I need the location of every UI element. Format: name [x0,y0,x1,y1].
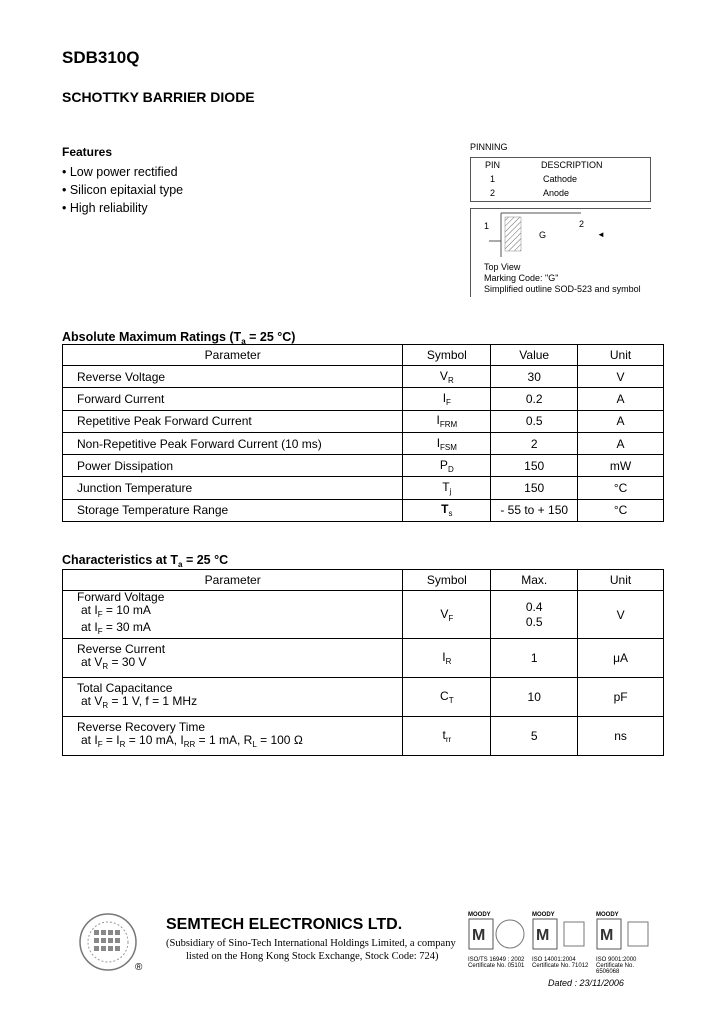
characteristics-table [62,569,664,756]
table-row: Reverse Voltage $V_R$ 30 V [63,366,664,388]
company-logo-icon [78,910,138,974]
column-header: Unit [578,345,664,366]
package-outline-drawing [471,209,651,264]
column-header: Value [491,345,578,366]
table-row: Storage Temperature Range $T_s$ - 55 to + 150 °C [63,499,664,521]
moody-cert-icon [532,918,590,952]
part-number: SDB310Q [62,48,140,67]
table-row: Total Capacitance at $V_R = 1$ V, f = 1 MHz $C_T$ 10 pF [63,678,664,717]
svg-text:M: M [472,927,486,944]
condition-line: at $I_F = 10$ mA [81,603,151,619]
cert-badge: MOODY M ISO 9001:2000 Certificate No. 6506068 [596,912,656,970]
table-row: Power Dissipation $P_D$ 150 mW [63,455,664,477]
svg-text:M: M [536,927,550,944]
moody-cert-icon [468,918,526,952]
cert-badge: MOODY M ISO/TS 16949 : 2002 Certificate No. 05101 [468,912,525,969]
document-subtitle: SCHOTTKY BARRIER DIODE [62,89,255,105]
pin-description: Cathode [543,174,578,184]
table-row: Reverse Recovery Time at $I_F = I_R = 10$ mA, $I_{RR} = 1$ mA, $R_L = 100$ Ω $t_{rr}$ 5 ns [63,717,664,756]
company-listing-note: listed on the Hong Kong Stock Exchange, Stock Code: 724) [186,951,439,962]
moody-cert-icon [596,918,654,952]
table-row: Forward Current $I_F$ 0.2 A [63,388,664,410]
abs-max-heading: Absolute Maximum Ratings ($T_a = 25$ °C) [62,330,296,346]
pin1-mark: 1 [484,221,490,231]
pin-description: Anode [543,188,570,198]
pinning-table [470,157,651,202]
package-outline-box [470,208,651,297]
column-header: Parameter [63,570,403,591]
feature-item: • High reliability [62,201,148,215]
feature-item: • Low power rectified [62,165,178,179]
column-header: Max. [491,570,578,591]
outline-note: Marking Code: "G" [484,273,559,283]
company-name: SEMTECH ELECTRONICS LTD. [166,916,403,933]
column-header: Parameter [63,345,403,366]
column-header: Symbol [403,570,491,591]
pin2-mark: 2 [579,219,585,229]
abs-max-table [62,344,664,522]
pinning-label: PINNING [470,142,508,152]
column-header: Symbol [403,345,491,366]
features-heading: Features [62,145,113,159]
condition-line: at $I_F = 30$ mA [81,620,151,636]
table-row: Forward Voltage at $I_F = 10$ mA at $I_F = 30$ mA $V_F$ 0.4 0.5 V [63,591,664,639]
cathode-band [505,217,521,251]
table-row: Repetitive Peak Forward Current $I_{FRM}$ 0.5 A [63,410,664,432]
outline-note: Top View [484,262,521,272]
outline-note: Simplified outline SOD-523 and symbol [484,284,641,294]
characteristics-heading: Characteristics at $T_a = 25$ °C [62,553,229,569]
cert-badge: MOODY M ISO 14001:2004 Certificate No. 71012 [532,912,589,969]
registered-mark: ® [135,962,143,973]
column-header: Unit [578,570,664,591]
table-row: Non-Repetitive Peak Forward Current (10 ms) $I_{FSM}$ 2 A [63,432,664,454]
dated-stamp: Dated : 23/11/2006 [548,978,624,988]
svg-text:M: M [600,927,614,944]
condition-line: at $V_R = 30$ V [81,655,147,671]
table-row: Junction Temperature $T_j$ 150 °C [63,477,664,499]
diode-symbol-icon: ◄ [597,230,605,239]
description-column-header: DESCRIPTION [541,160,603,170]
condition-line: at $V_R = 1$ V, f = 1 MHz [81,694,198,710]
feature-item: • Silicon epitaxial type [62,183,184,197]
marking-letter: G [539,230,547,240]
table-row: Reverse Current at $V_R = 30$ V $I_R$ 1 μA [63,639,664,678]
pin-number: 2 [490,188,496,198]
pin-number: 1 [490,174,496,184]
pin-column-header: PIN [485,160,501,170]
condition-line: at $I_F = I_R = 10$ mA, $I_{RR} = 1$ mA, $R_L = 100$ Ω [81,733,303,749]
features-list [62,163,183,217]
company-subsidiary-note: (Subsidiary of Sino-Tech International Holdings Limited, a company [166,938,456,949]
